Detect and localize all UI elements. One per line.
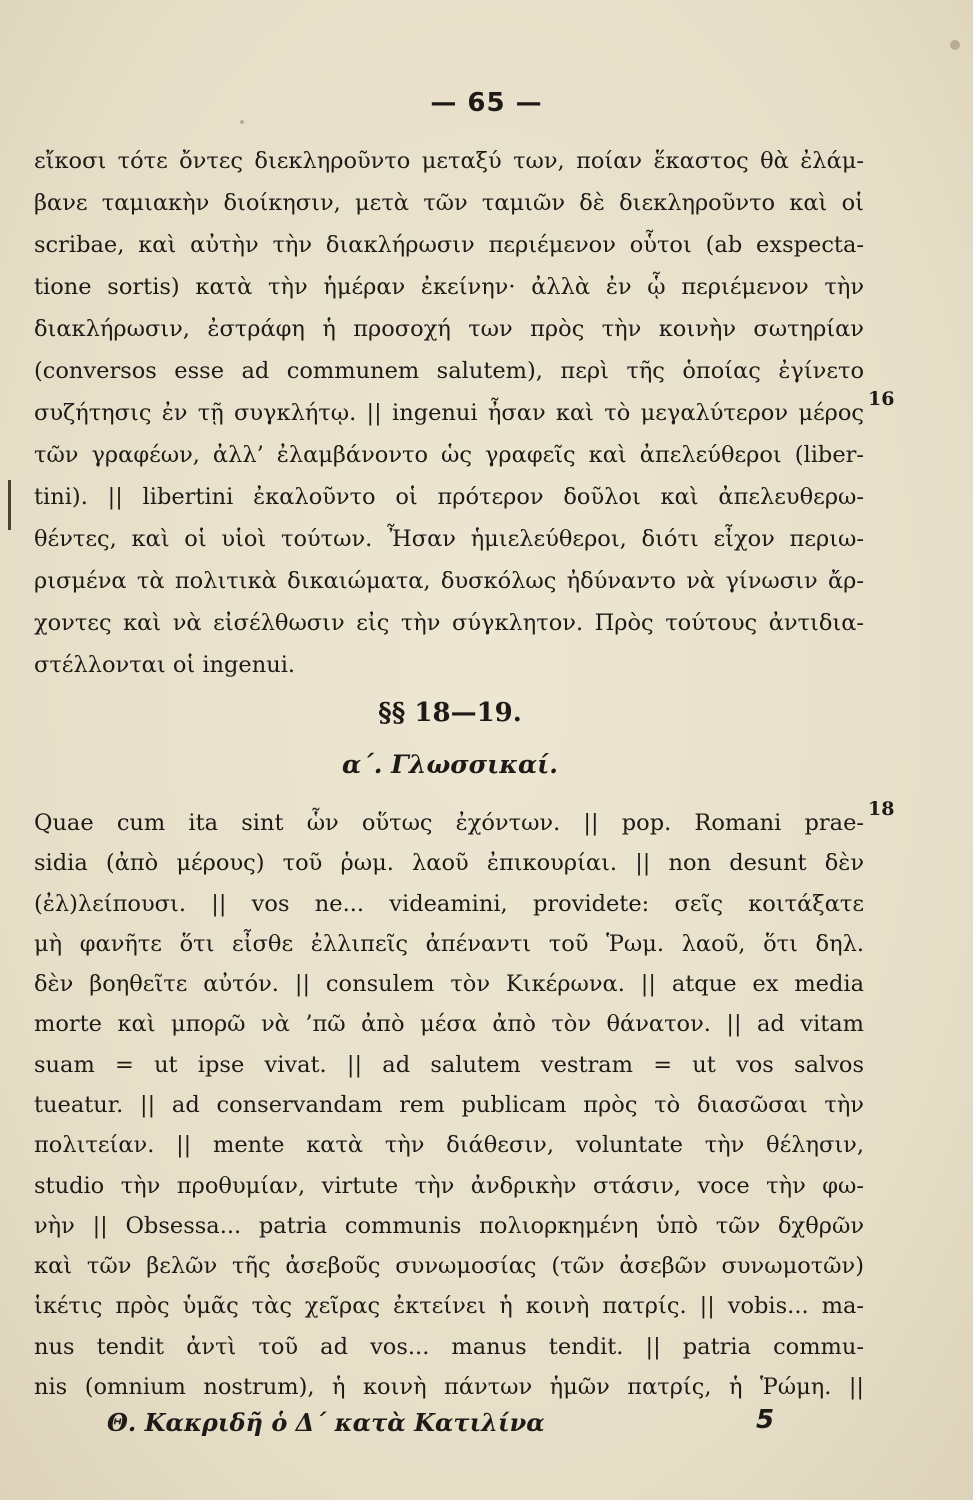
- text-line: tione sortis) κατὰ τὴν ἡμέραν ἐκείνην· ἀλλὰ ἐν ᾧ περιέμενον τὴν: [34, 274, 864, 300]
- text-line: sidia (ἀπὸ μέρους) τοῦ ῥωμ. λαοῦ ἐπικουρίαι. || non desunt δὲν: [34, 850, 864, 876]
- footer-signature-text: Θ. Κακριδῆ ὁ Δ΄ κατὰ Κατιλίνα: [107, 1408, 545, 1437]
- lower-block: [0, 1296, 973, 1500]
- text-line: νὴν || Obsessa... patria communis πολιορκημένη ὑπὸ τῶν δχθρῶν: [34, 1213, 864, 1239]
- text-line: χοντες καὶ νὰ εἰσέλθωσιν εἰς τὴν σύγκλητον. Πρὸς τούτους ἀντιδια-: [34, 610, 864, 636]
- text-line: μὴ φανῆτε ὅτι εἶσθε ἐλλιπεῖς ἀπέναντι τοῦ Ῥωμ. λαοῦ, ὅτι δηλ.: [34, 931, 864, 957]
- text-line: nis (omnium nostrum), ἡ κοινὴ πάντων ἡμῶν πατρίς, ἡ Ῥώμη. ||: [34, 1374, 864, 1400]
- text-line: nus tendit ἀντὶ τοῦ ad vos... manus tendit. || patria commu-: [34, 1334, 864, 1360]
- text-line: εἴκοσι τότε ὄντες διεκληροῦντο μεταξύ των, ποίαν ἕκαστος θὰ ἐλάμ-: [34, 148, 864, 174]
- signature-mark: 5: [756, 1405, 775, 1435]
- text-line: καὶ τῶν βελῶν τῆς ἀσεβοῦς συνωμοσίας (τῶν ἀσεβῶν συνωμοτῶν): [34, 1253, 864, 1279]
- page-edge-mark: [8, 480, 11, 530]
- text-line: tini). || libertini ἐκαλοῦντο οἱ πρότερον δοῦλοι καὶ ἀπελευθερω-: [34, 484, 864, 510]
- text-line: scribae, καὶ αὐτὴν τὴν διακλήρωσιν περιέμενον οὗτοι (ab exspecta-: [34, 232, 864, 258]
- text-line: ρισμένα τὰ πολιτικὰ δικαιώματα, δυσκόλως ἠδύναντο νὰ γίνωσιν ἄρ-: [34, 568, 864, 594]
- text-line: morte καὶ μπορῶ νὰ ’πῶ ἀπὸ μέσα ἀπὸ τὸν θάνατον. || ad vitam: [34, 1011, 864, 1037]
- paper-stain: [950, 40, 960, 50]
- text-line: τῶν γραφέων, ἀλλ’ ἐλαμβάνοντο ὡς γραφεῖς καὶ ἀπελεύθεροι (liber-: [34, 442, 864, 468]
- text-line: βανε ταμιακὴν διοίκησιν, μετὰ τῶν ταμιῶν δὲ διεκληροῦντο καὶ οἱ: [34, 190, 864, 216]
- text-line: Quae cum ita sint ὧν οὕτως ἐχόντων. || pop. Romani prae-: [34, 810, 864, 836]
- section-heading: §§ 18—19.: [378, 698, 522, 728]
- text-line: διακλήρωσιν, ἐστράφη ἡ προσοχή των πρὸς τὴν κοινὴν σωτηρίαν: [34, 316, 864, 342]
- text-line: συζήτησις ἐν τῇ συγκλήτῳ. || ingenui ἦσαν καὶ τὸ μεγαλύτερον μέρος: [34, 400, 864, 426]
- subheading: α΄. Γλωσσικαί.: [342, 750, 558, 779]
- line-number: 18: [868, 798, 895, 820]
- paper-stain: [240, 120, 244, 124]
- text-line: (ἐλ)λείπουσι. || vos ne... videamini, providete: σεῖς κοιτάξατε: [34, 891, 864, 917]
- text-line: suam = ut ipse vivat. || ad salutem vestram = ut vos salvos: [34, 1052, 864, 1078]
- text-line: ἱκέτις πρὸς ὑμᾶς τὰς χεῖρας ἐκτείνει ἡ κοινὴ πατρίς. || vobis... ma-: [34, 1293, 864, 1319]
- text-line: tueatur. || ad conservandam rem publicam πρὸς τὸ διασῶσαι τὴν: [34, 1092, 864, 1118]
- page-number: — 65 —: [430, 88, 543, 118]
- text-line: studio τὴν προθυμίαν, virtute τὴν ἀνδρικὴν στάσιν, voce τὴν φω-: [34, 1173, 864, 1199]
- text-line: πολιτείαν. || mente κατὰ τὴν διάθεσιν, voluntate τὴν θέλησιν,: [34, 1132, 864, 1158]
- text-line: δὲν βοηθεῖτε αὐτόν. || consulem τὸν Κικέρωνα. || atque ex media: [34, 971, 864, 997]
- text-line: (conversos esse ad communem salutem), περὶ τῆς ὁποίας ἐγίνετο: [34, 358, 864, 384]
- line-number: 16: [868, 388, 895, 410]
- text-line: στέλλονται οἱ ingenui.: [34, 652, 296, 678]
- text-line: θέντες, καὶ οἱ υἱοὶ τούτων. Ἦσαν ἡμιελεύθεροι, διότι εἶχον περιω-: [34, 526, 864, 552]
